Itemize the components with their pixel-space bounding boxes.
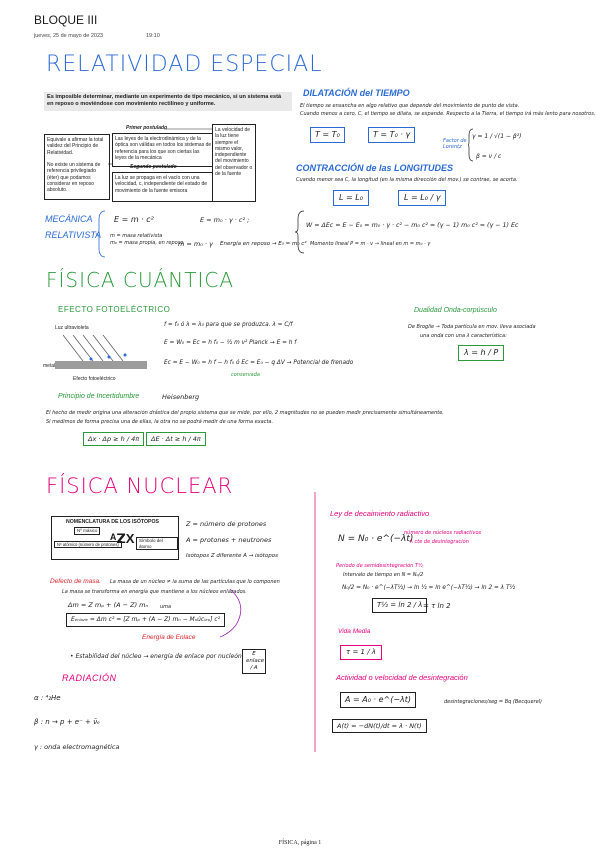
efecto-title: EFECTO FOTOELÉCTRICO (58, 305, 171, 314)
ley-note-1: número de núcleos radiactivos (404, 530, 482, 536)
ley-eq: N = N₀ · e^(−λt) (338, 534, 414, 544)
dualidad-eq: λ = h / P (458, 345, 504, 361)
actividad-units: desintegraciones/seg = Bq (Becquerel) (444, 699, 542, 705)
incertidumbre-note-2: Si medimos de forma precisa una de ellas, la otra no se podrá medir de una forma exacta. (46, 419, 274, 425)
actividad-title: Actividad o velocidad de desintegración (336, 673, 468, 682)
dilatacion-note-1: El tiempo se ensancha en algo relativo que depende del movimiento de punto de vista. (300, 103, 520, 109)
nomenclatura-title: NOMENCLATURA DE LOS ISÓTOPOS (66, 519, 159, 525)
diagram-arrows (44, 124, 254, 202)
contraccion-note: Cuando menor sea C, la longitud (en la misma dirección del mov.) se contrae, se acorta. (296, 177, 518, 183)
lorentz-label: Factor de Lorentz (443, 138, 467, 151)
contraccion-eq-1: L = L₀ (333, 190, 369, 206)
radiacion-alpha: α : ⁴₂He (34, 694, 61, 702)
page-title: BLOQUE III (34, 13, 98, 27)
page-time: 19:10 (146, 33, 160, 39)
intro-box: Es imposible determinar, mediante un experimento de tipo mecánico, si un sistema está en reposo o moviéndose con movimiento rectilíneo y uniforme. (44, 92, 292, 111)
contraccion-eq-2: L = L₀ / γ (398, 190, 446, 206)
ley-title: Ley de decaimiento radiactivo (330, 509, 430, 518)
diagram-left-box: Equivale a afirmar la total validez del Principio de Relatividad. No existe un sistema de referencia privilegiado (éter) que podamos considerar en reposo absoluto. (44, 134, 110, 200)
nomenclatura-atomic: Nº atómico (número de protones) (54, 541, 122, 548)
actividad-eq-2: A(t) = −dN(t)/dt = λ · N(t) (332, 719, 427, 733)
dilatacion-title: DILATACIÓN del TIEMPO (303, 88, 410, 98)
dilatacion-note-2: Cuando menos a cero, C, el tiempo se dilata, se expande. Respecto a la Tierra, el tiempo irá más lento para nosotros. (300, 111, 596, 117)
dualidad-note-1: De Broglie → Toda partícula en mov. lleva asociada (408, 324, 536, 330)
actividad-eq: A = A₀ · e^(−λt) (340, 692, 416, 708)
defecto-note-1: La masa de un núcleo ≠ la suma de las partículas que lo componen (110, 579, 280, 585)
photoelectric-figure (43, 323, 155, 385)
dilatacion-eq-1: T = T₀ (310, 127, 345, 143)
incertidumbre-title: Principio de Incertidumbre (58, 393, 140, 400)
semi-tau: = τ ln 2 (423, 602, 451, 610)
figure-light-label: Luz ultravioleta (55, 325, 89, 331)
mecanica-brace-2 (295, 210, 305, 254)
nomenclatura-mass: Nº másico (74, 527, 100, 535)
enlace-box: E enlace / A (242, 649, 266, 674)
section-title-cuantica: FÍSICA CUÁNTICA (46, 268, 235, 292)
cuantica-eq-3: Ec = E − W₀ = h f − h f₀ ó Ec = E₀ − q ΔV → Potencial de frenado (164, 360, 354, 366)
defecto-eq-2: Eₑₙₗₐ𝒸ₑ = Δm c² = [Z mₚ + (A − Z) mₙ − Mₙúcₗₑₒ] c² (66, 613, 225, 627)
nomenclatura-box (51, 516, 179, 560)
pink-divider (313, 492, 317, 752)
mecanica-eq-energy: E = m · c² (114, 215, 154, 224)
cuantica-eq-2: E = W₀ = Ec = h f₀ − ½ m v² Planck → E = h f (164, 340, 297, 346)
page-date: jueves, 25 de mayo de 2023 (34, 33, 104, 39)
mecanica-label-1: MECÁNICA (45, 214, 93, 224)
nomenclatura-symbol: Símbolo del átomo (136, 537, 178, 550)
cuantica-eq-1: f = f₀ ó λ = λ₀ para que se produzca. λ = C/f (164, 322, 293, 328)
semi-box: T½ = ln 2 / λ (372, 598, 427, 613)
figure-caption: Efecto fotoeléctrico (73, 376, 116, 382)
incertidumbre-eq-1: Δx · Δp ≥ h / 4π (83, 432, 144, 446)
incertidumbre-note-1: El hecho de medir origina una alteración drástica del propio sistema que se mide, por ello, 2 magnitudes no se pueden medir precisamente simultáneamente. (46, 410, 444, 416)
nomenclatura-symbol-letters: ᴬ𝗭X (110, 531, 135, 546)
z-note: Z = número de protones (186, 520, 267, 528)
enlace-note: • Estabilidad del núcleo → energía de enlace por nucleón (70, 653, 242, 660)
mecanica-brace (96, 210, 106, 258)
diagram-right-box: La velocidad de la luz tiene siempre el mismo valor, independiente del movimiento del observador o de la fuente (212, 124, 256, 202)
second-postulate-label: Segundo postulado (130, 164, 177, 170)
dualidad-title: Dualidad Onda-corpúsculo (414, 307, 497, 314)
mecanica-m-note-2: m₀ = masa propia, en reposo (110, 240, 184, 246)
vida-eq: τ = 1 / λ (340, 645, 382, 660)
semi-note: Intervalo de tiempo en N = N₀/2 (343, 572, 424, 578)
dualidad-note-2: una onda con una λ característica: (420, 333, 507, 339)
defecto-eq-1: Δm = Z mₚ + (A − Z) mₙ (68, 601, 149, 609)
first-postulate-label: Primer postulado (126, 125, 168, 131)
second-postulate-text: La luz se propaga en el vacío con una velocidad, c, independiente del estado de movimiento de la fuente emisora (112, 172, 215, 202)
lorentz-eq-2: β = v / c (476, 153, 502, 160)
postulados-diagram (44, 124, 292, 202)
defecto-arrow (190, 585, 250, 640)
page-footer: FÍSICA, página 1 (278, 840, 322, 846)
ley-note-2: λ cte de desintegración (410, 539, 469, 545)
lorentz-eq-1: γ = 1 / √(1 − β²) (472, 133, 522, 140)
incertidumbre-eq-2: ΔE · Δt ≥ h / 4π (146, 432, 206, 446)
a-note: A = protones + neutrones (186, 536, 272, 544)
section-title-nuclear: FÍSICA NUCLEAR (46, 474, 234, 498)
incertidumbre-name: Heisenberg (162, 393, 200, 401)
radiacion-beta: β : n → p + e⁻ + ν̄ₑ (34, 718, 100, 726)
defecto-title: Defecto de masa. (50, 578, 101, 585)
isotopos-note: Isótopos Z diferente A → isótopos (186, 553, 278, 559)
contraccion-title: CONTRACCIÓN de las LONGITUDES (296, 163, 454, 173)
enlace-title: Energía de Enlace (142, 634, 196, 641)
mecanica-eq-energy-2: E = m₀ · γ · c² ; (200, 216, 250, 224)
photoelectric-drawing (43, 331, 155, 381)
defecto-note-2: La masa se transforma en energía que mantiene a los núcleos enlazados. (62, 589, 247, 595)
mecanica-eq-mass: m = m₀ · γ (178, 240, 213, 248)
lorentz-brace (468, 128, 474, 162)
cuantica-eq-3-note: conservada (231, 372, 260, 378)
mecanica-m-note-1: m = masa relativista (110, 233, 163, 239)
mecanica-eq-work: W = ΔEc = E − E₀ = m₀ · γ · c² − m₀ c² = (γ − 1) m₀ c² = (γ − 1) Ec (306, 222, 519, 229)
figure-metal-label: metal (43, 363, 56, 369)
semi-title: Periodo de semidesintegración T½ (336, 563, 423, 569)
radiacion-gamma: γ : onda electromagnética (34, 743, 120, 751)
semi-eq: N₀/2 = N₀ · e^(−λT½) → ln ½ = ln e^(−λT½) → ln 2 = λ T½ (342, 585, 516, 591)
first-postulate-text: Las leyes de la electrodinámica y de la óptica son válidas en todos los sistemas de referencia para los que son ciertas las leyes de la mecánica (112, 133, 215, 167)
mecanica-momentum: Momento lineal P = m · v → lineal en m = m₀ · γ (310, 241, 431, 247)
dilatacion-eq-2: T = T₀ · γ (368, 127, 415, 143)
radiacion-title: RADIACIÓN (62, 673, 117, 683)
mecanica-rest-energy: Energía en reposo → E₀ = m₀ c² (220, 241, 307, 247)
defecto-units: uma (160, 604, 172, 610)
vida-title: Vida Media (338, 628, 371, 635)
section-title-relatividad: RELATIVIDAD ESPECIAL (46, 52, 323, 77)
mecanica-label-2: RELATIVISTA (45, 230, 102, 240)
